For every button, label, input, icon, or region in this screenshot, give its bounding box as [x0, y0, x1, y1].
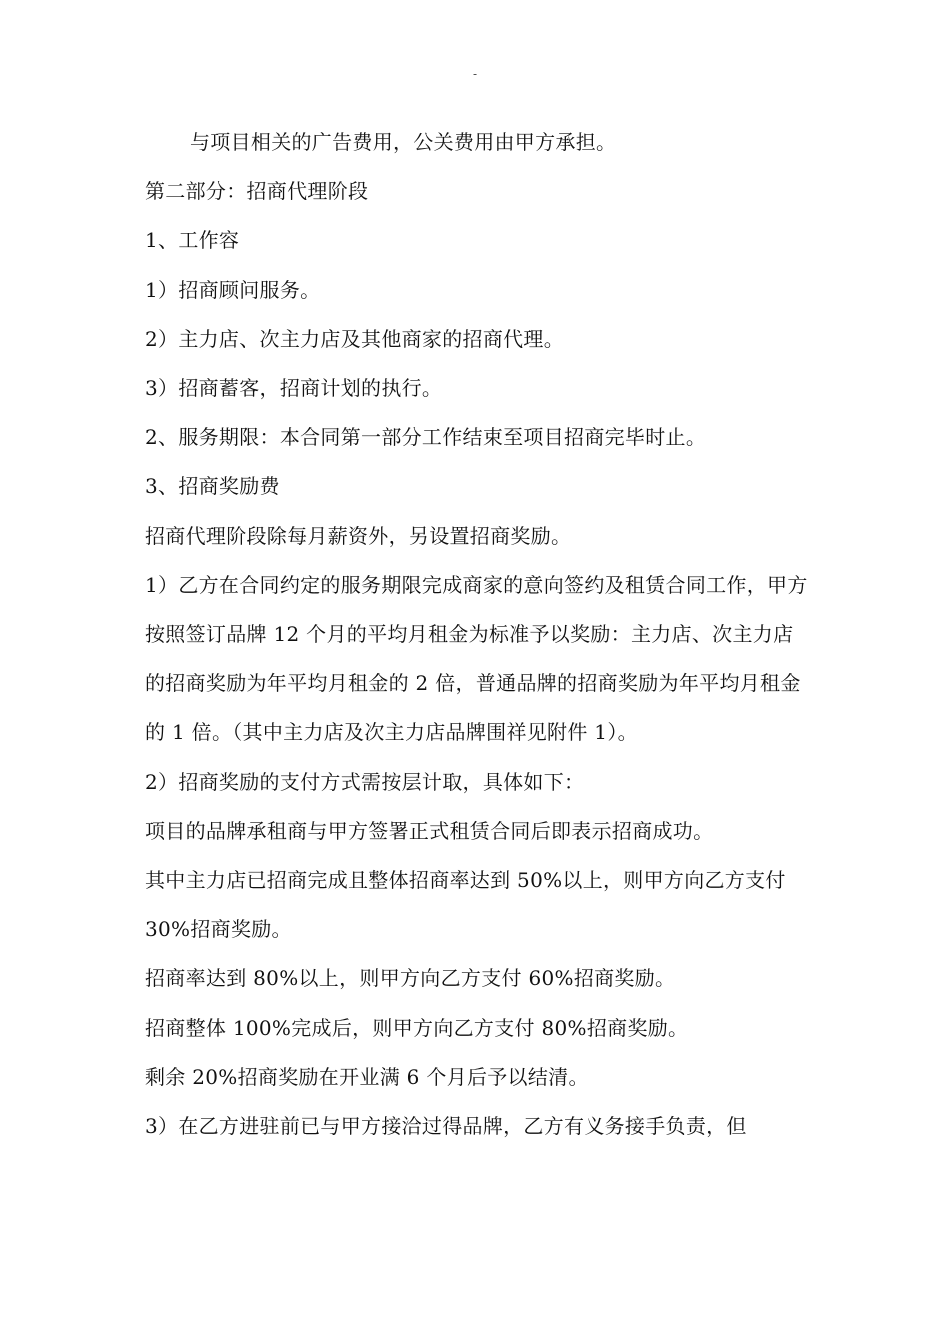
document-body [145, 118, 810, 1151]
list-item: 2）主力店、次主力店及其他商家的招商代理。 [145, 326, 565, 351]
paragraph: 3）在乙方进驻前已与甲方接洽过得品牌，乙方有义务接手负责，但 [145, 1114, 747, 1139]
paragraph: 招商代理阶段除每月薪资外，另设置招商奖励。 [145, 523, 572, 548]
paragraph: 招商整体 100%完成后，则甲方向乙方支付 80%招商奖励。 [145, 1015, 689, 1040]
section-heading-part-two: 第二部分：招商代理阶段 [145, 179, 369, 204]
paragraph: 项目的品牌承租商与甲方签署正式租赁合同后即表示招商成功。 [145, 818, 714, 843]
list-item: 1）招商顾问服务。 [145, 277, 321, 302]
paragraph: 1）乙方在合同约定的服务期限完成商家的意向签约及租赁合同工作，甲方按照签订品牌 12 个月的平均月租金为标准予以奖励：主力店、次主力店的招商奖励为年平均月租金的 2 倍，普通品牌的招商奖励为年平均月租金的 1 倍。（其中主力店及次主力店品牌围祥见附件 1）。 [145, 572, 808, 745]
list-item: 3）招商蓄客，招商计划的执行。 [145, 376, 443, 401]
paragraph: 剩余 20%招商奖励在开业满 6 个月后予以结清。 [145, 1064, 589, 1089]
item-heading-work-content: 1、工作容 [145, 228, 240, 253]
paragraph: 招商率达到 80%以上，则甲方向乙方支付 60%招商奖励。 [145, 966, 676, 991]
list-item: 2）招商奖励的支付方式需按层计取，具体如下： [145, 769, 585, 794]
item-heading-service-period: 2、服务期限：本合同第一部分工作结束至项目招商完毕时止。 [145, 425, 707, 450]
page-header-mark: - [472, 67, 478, 81]
paragraph-ad-costs: 与项目相关的广告费用，公关费用由甲方承担。 [190, 130, 617, 154]
paragraph: 其中主力店已招商完成且整体招商率达到 50%以上，则甲方向乙方支付 30%招商奖励。 [145, 868, 786, 942]
item-heading-incentive-fee: 3、招商奖励费 [145, 474, 280, 499]
